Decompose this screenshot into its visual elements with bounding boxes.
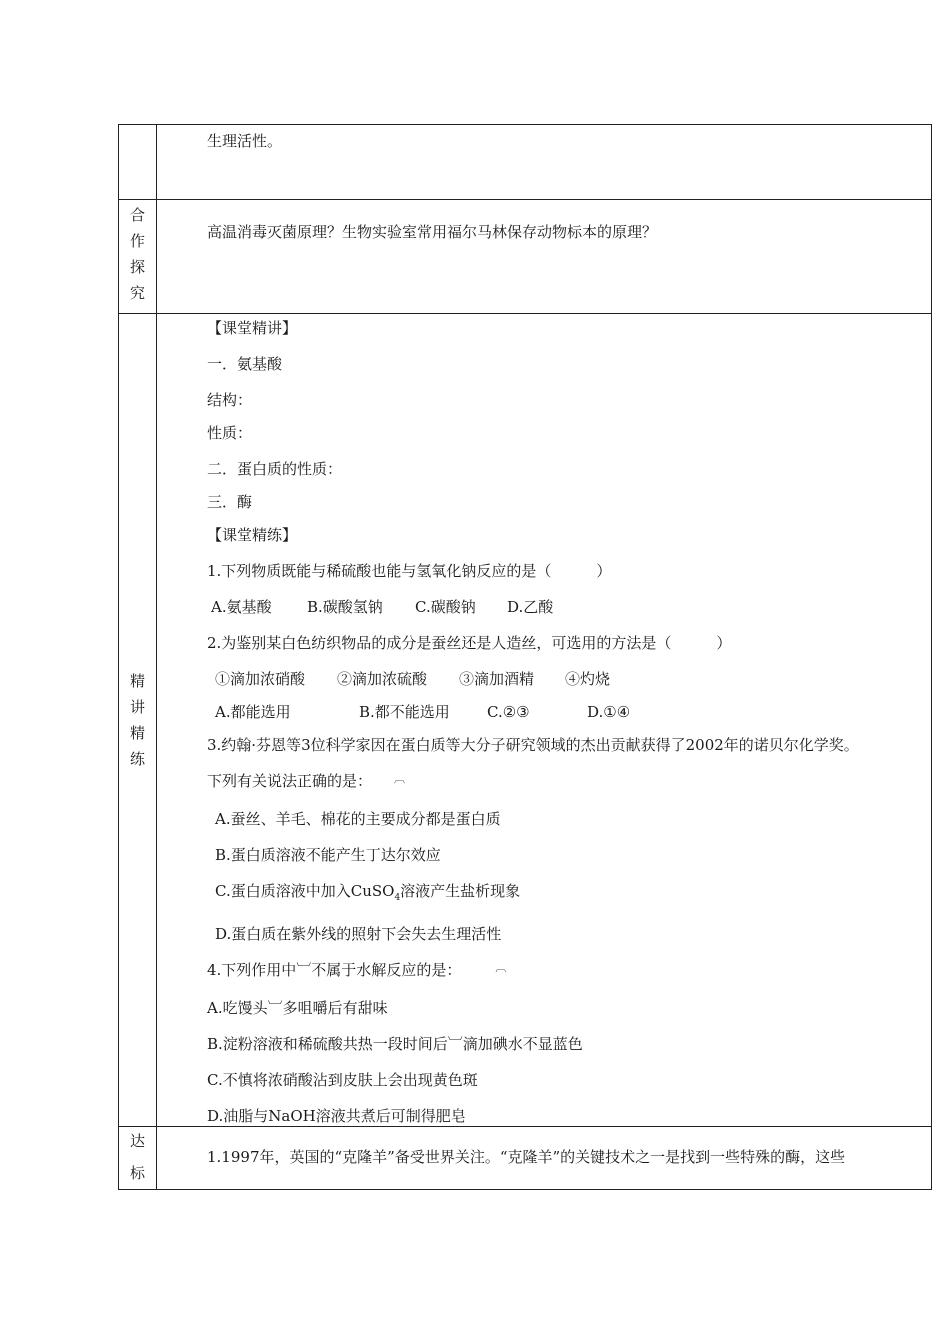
- row-lecture-practice: [119, 314, 932, 1127]
- q2-option-c: C.②③: [487, 703, 530, 721]
- q4-option-d: D.油脂与NaOH溶液共煮后可制得肥皂: [207, 1107, 466, 1125]
- lecture-item-amino-acid: 一．氨基酸: [207, 355, 283, 373]
- row-content: [157, 200, 932, 314]
- q4-option-b: B.淀粉溶液和稀硫酸共热一段时间后︺滴加碘水不显蓝色: [207, 1035, 583, 1053]
- lecture-item-enzyme: 三．酶: [207, 493, 253, 511]
- q4-stem-line: [207, 960, 925, 982]
- q2-stem: 2.为鉴别某白色纺织物品的成分是蚕丝还是人造丝，可选用的方法是（ ）: [207, 634, 732, 652]
- q1-stem: 1.下列物质既能与稀硫酸也能与氢氧化钠反应的是（ ）: [207, 562, 612, 580]
- row-content: [157, 314, 932, 1127]
- q2-option-a: A.都能选用: [215, 703, 291, 721]
- row-label-empty: [119, 125, 157, 200]
- label-char: 合: [129, 206, 145, 224]
- worksheet-table: [118, 124, 932, 1190]
- label-char: 究: [129, 284, 145, 302]
- q3-option-c-sub: 4: [394, 893, 401, 903]
- q3-option-c-post: 溶液产生盐析现象: [400, 882, 521, 900]
- q1-option-d: D.乙酸: [507, 598, 554, 616]
- q4-option-c: C.不慎将浓硝酸沾到皮肤上会出现黄色斑: [207, 1071, 478, 1089]
- row-continuation: [119, 125, 932, 200]
- q3-option-b: B.蛋白质溶液不能产生丁达尔效应: [215, 846, 441, 864]
- q2-option-b: B.都不能选用: [359, 703, 450, 721]
- q1-option-b: B.碳酸氢钠: [307, 598, 383, 616]
- q4-option-a: A.吃馒头︺多咀嚼后有甜味: [207, 999, 388, 1017]
- label-char: 探: [129, 258, 145, 276]
- q3-mark: ︹: [394, 772, 406, 785]
- label-char: 练: [129, 750, 145, 768]
- q4-stem: 4.下列作用中︺不属于水解反应的是：: [207, 961, 462, 979]
- q3-option-d: D.蛋白质在紫外线的照射下会失去生理活性: [215, 925, 502, 943]
- q3-option-a: A.蚕丝、羊毛、棉花的主要成分都是蛋白质: [215, 810, 501, 828]
- label-char: 达: [129, 1132, 145, 1150]
- text-line: 生理活性。: [207, 132, 283, 150]
- q4-mark: ︹: [495, 961, 507, 974]
- lecture-property: 性质：: [207, 424, 253, 442]
- q2-method-2: ②滴加浓硫酸: [337, 670, 428, 688]
- row-label-lecture-practice: [119, 314, 157, 1127]
- practice-heading: 【课堂精练】: [207, 526, 298, 544]
- label-char: 作: [129, 232, 145, 250]
- target-question-1: 1.1997年，英国的“克隆羊”备受世界关注。“克隆羊”的关键技术之一是找到一些特殊的酶，这些: [207, 1148, 846, 1166]
- lecture-heading: 【课堂精讲】: [207, 319, 298, 337]
- q2-option-d: D.①④: [587, 703, 631, 721]
- q2-methods: [207, 669, 925, 689]
- q2-method-3: ③滴加酒精: [459, 670, 535, 688]
- q2-method-1: ①滴加浓硝酸: [215, 670, 306, 688]
- lecture-item-protein: 二．蛋白质的性质：: [207, 460, 343, 478]
- q3-option-c-pre: C.蛋白质溶液中加入CuSO: [215, 882, 395, 900]
- q3-sub-text: 下列有关说法正确的是：: [207, 772, 373, 790]
- label-char: 讲: [129, 698, 145, 716]
- label-char: 标: [129, 1164, 145, 1182]
- label-char: 精: [129, 672, 145, 690]
- row-label-target: [119, 1127, 157, 1190]
- question-text: 高温消毒灭菌原理？生物实验室常用福尔马林保存动物标本的原理？: [207, 223, 658, 241]
- q1-options: [207, 597, 925, 617]
- row-target: [119, 1127, 932, 1190]
- q3-option-c: [207, 881, 925, 908]
- q3-stem: 3.约翰·芬恩等3位科学家因在蛋白质等大分子研究领域的杰出贡献获得了2002年的诺贝尔化学奖。: [207, 736, 859, 754]
- q1-option-c: C.碳酸钠: [415, 598, 476, 616]
- row-content: [157, 125, 932, 200]
- label-char: 精: [129, 724, 145, 742]
- q2-options: [207, 702, 925, 722]
- row-content: [157, 1127, 932, 1190]
- q2-method-4: ④灼烧: [565, 670, 611, 688]
- q1-option-a: A.氨基酸: [211, 598, 272, 616]
- row-label-cooperative-inquiry: [119, 200, 157, 314]
- lecture-structure: 结构：: [207, 391, 253, 409]
- row-cooperative-inquiry: [119, 200, 932, 314]
- q3-sub: [207, 771, 925, 793]
